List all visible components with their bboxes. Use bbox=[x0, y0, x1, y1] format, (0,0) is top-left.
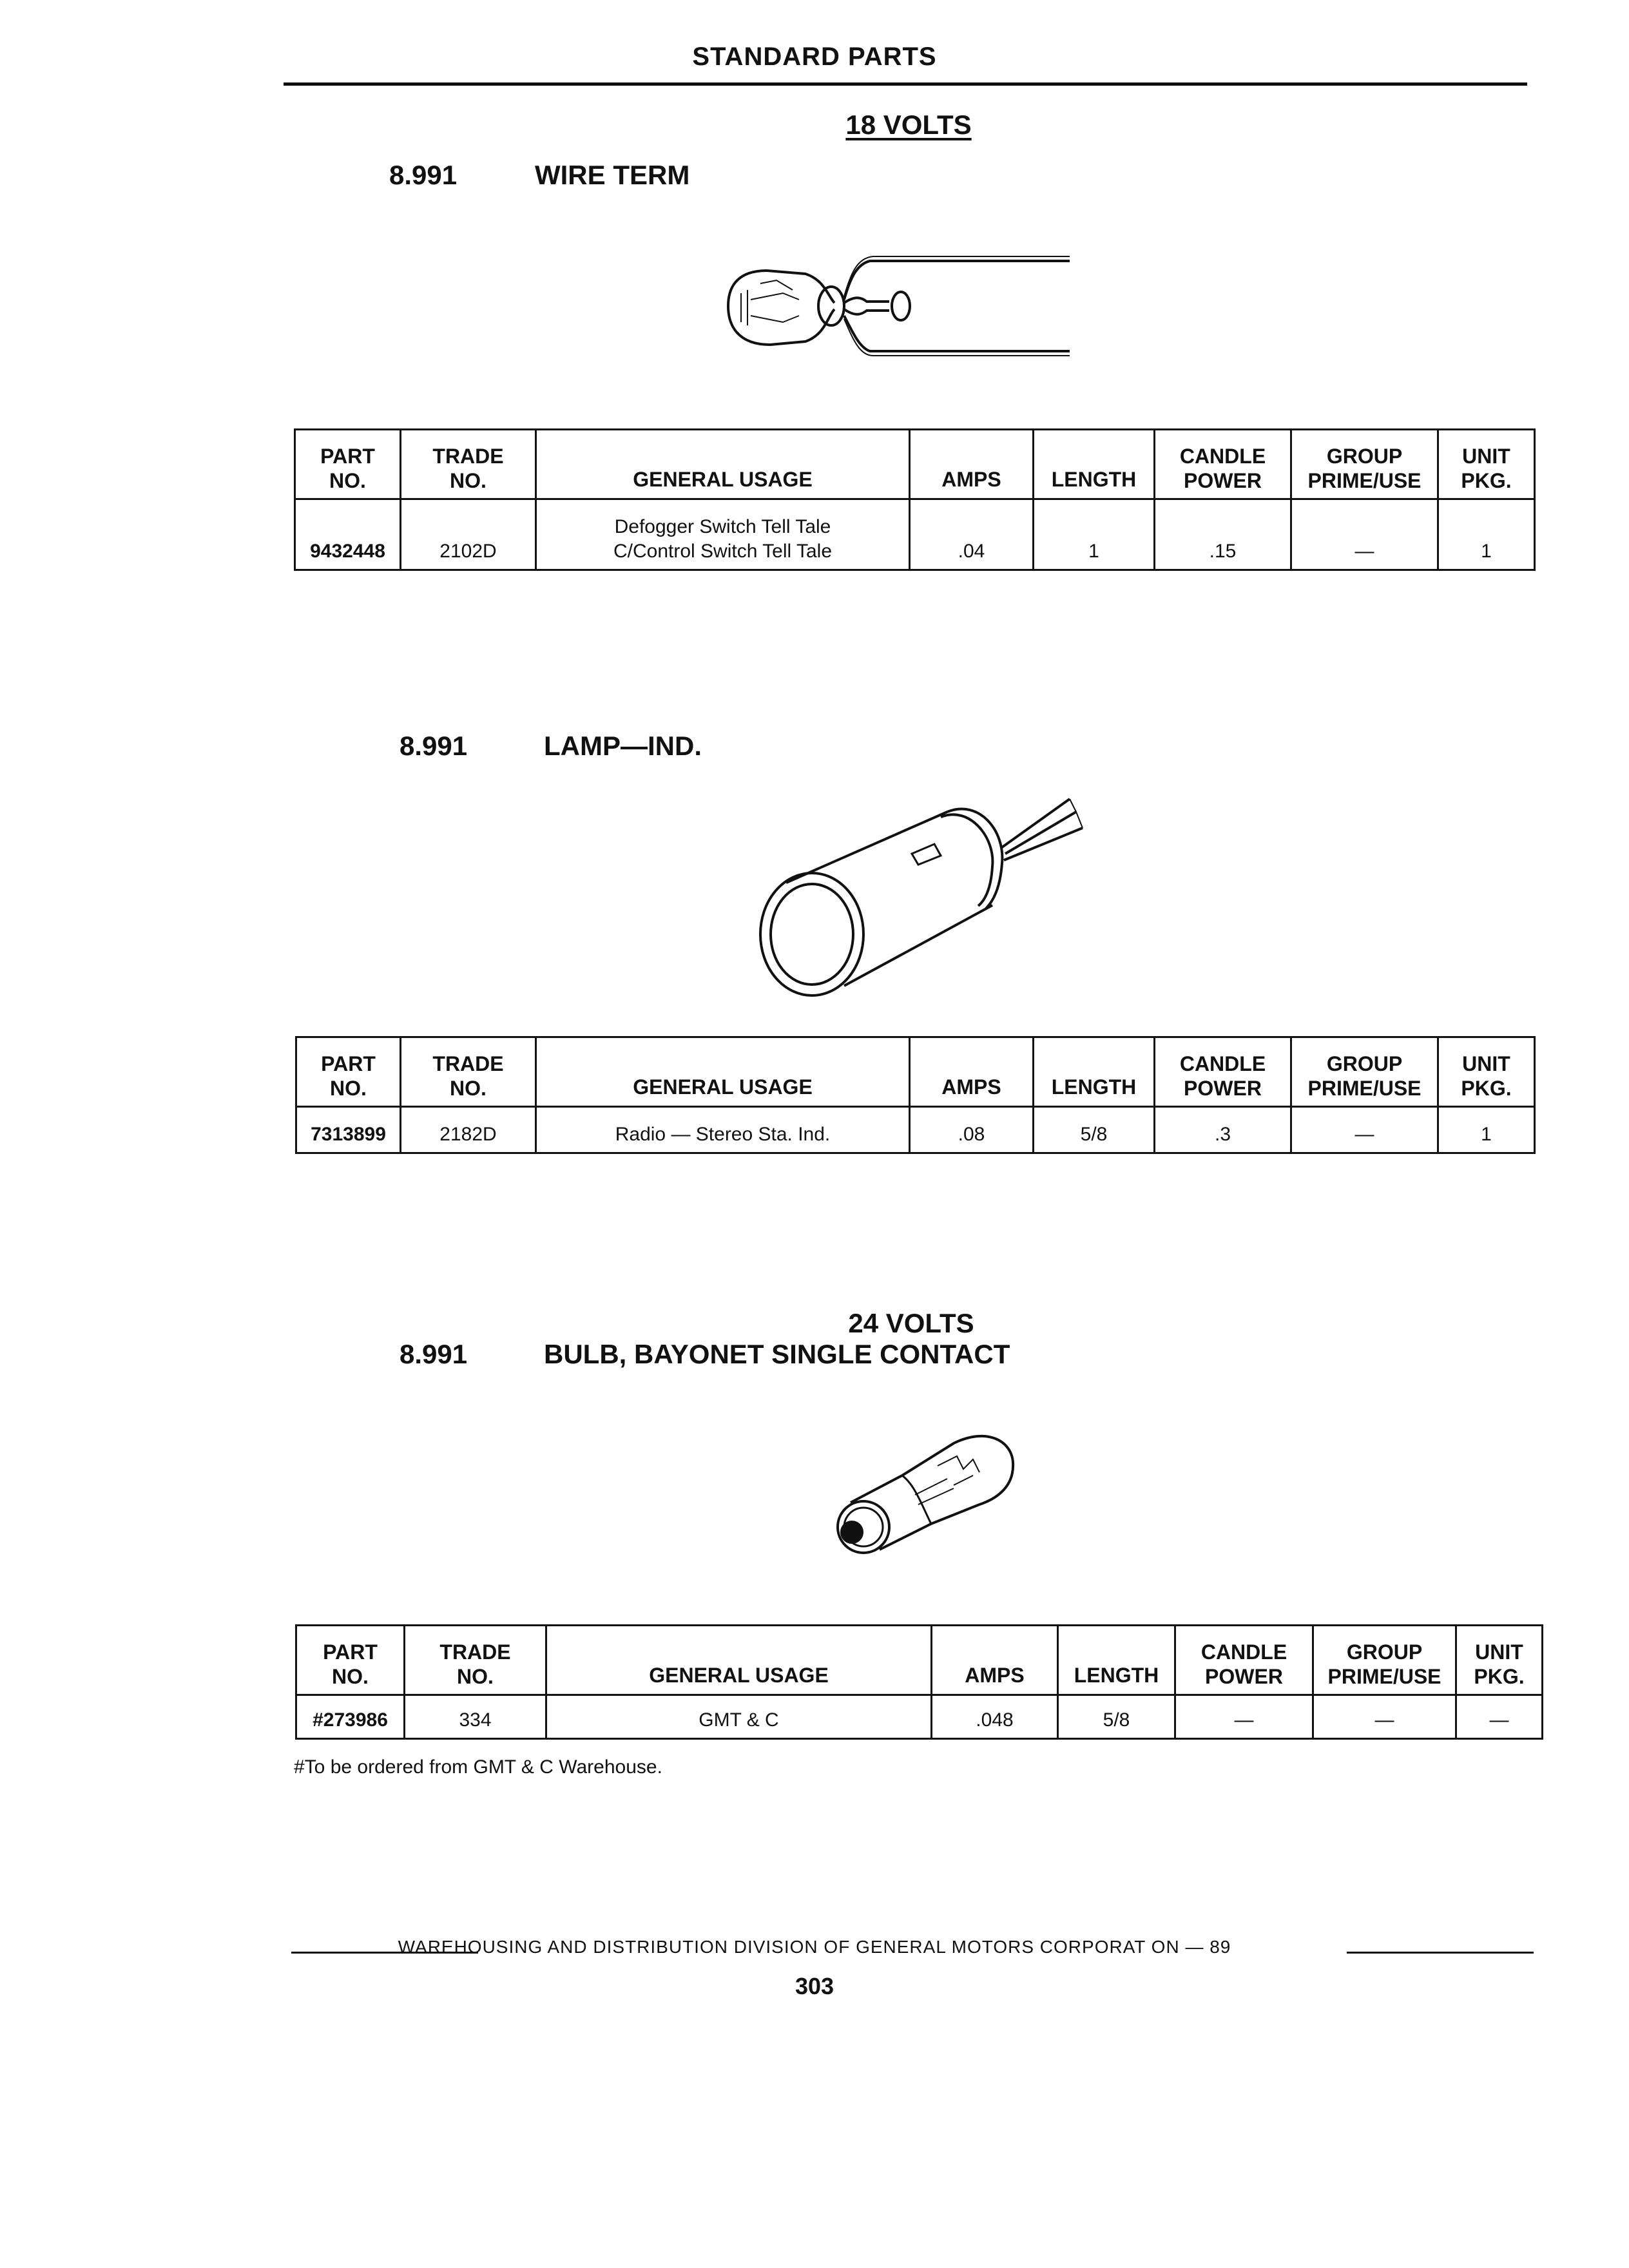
table-row bbox=[295, 499, 1535, 570]
indicator-lamp-icon bbox=[747, 793, 1095, 1005]
col-header-unit-pkg: UNIT PKG. bbox=[1438, 1037, 1535, 1107]
col-header-part-no: PART NO. bbox=[295, 430, 401, 499]
section-2-table bbox=[295, 1036, 1536, 1154]
unit-pkg-cell: 1 bbox=[1438, 1107, 1535, 1153]
col-header-candle-power: CANDLE POWER bbox=[1155, 1037, 1291, 1107]
section-1-title: WIRE TERM bbox=[535, 160, 690, 190]
col-header-length: LENGTH bbox=[1034, 1037, 1155, 1107]
col-header-candle-power: CANDLE POWER bbox=[1155, 430, 1291, 499]
col-header-unit-pkg: UNIT PKG. bbox=[1438, 430, 1535, 499]
col-header-amps: AMPS bbox=[910, 1037, 1034, 1107]
section-2-title: LAMP—IND. bbox=[544, 731, 702, 761]
section-3-volts: 24 VOLTS bbox=[848, 1308, 974, 1338]
trade-no-cell: 2182D bbox=[401, 1107, 536, 1153]
col-header-length: LENGTH bbox=[1058, 1626, 1175, 1695]
section-1-table bbox=[294, 428, 1536, 571]
col-header-trade-no: TRADE NO. bbox=[401, 430, 536, 499]
col-header-general-usage: GENERAL USAGE bbox=[546, 1626, 932, 1695]
group-cell: — bbox=[1291, 1107, 1438, 1153]
header-rule bbox=[284, 82, 1527, 86]
col-header-group: GROUP PRIME/USE bbox=[1313, 1626, 1456, 1695]
table-row bbox=[296, 1107, 1535, 1153]
part-no-cell: #273986 bbox=[296, 1695, 405, 1739]
section-2-number: 8.991 bbox=[400, 731, 468, 761]
candle-power-cell: .3 bbox=[1155, 1107, 1291, 1153]
amps-cell: .04 bbox=[910, 499, 1034, 570]
length-cell: 5/8 bbox=[1058, 1695, 1175, 1739]
footer-text: WAREHOUSING AND DISTRIBUTION DIVISION OF GENERAL MOTORS CORPORAT ON — 89 bbox=[398, 1937, 1231, 1957]
amps-cell: .048 bbox=[932, 1695, 1058, 1739]
trade-no-cell: 334 bbox=[405, 1695, 546, 1739]
page-number: 303 bbox=[795, 1973, 834, 1999]
col-header-general-usage: GENERAL USAGE bbox=[536, 430, 910, 499]
bayonet-bulb-icon bbox=[825, 1424, 1018, 1559]
unit-pkg-cell: — bbox=[1456, 1695, 1543, 1739]
col-header-group: GROUP PRIME/USE bbox=[1291, 430, 1438, 499]
length-cell: 5/8 bbox=[1034, 1107, 1155, 1153]
page-header-title: STANDARD PARTS bbox=[692, 43, 937, 71]
footnote: #To be ordered from GMT & C Warehouse. bbox=[294, 1756, 662, 1778]
col-header-trade-no: TRADE NO. bbox=[405, 1626, 546, 1695]
section-1-number: 8.991 bbox=[389, 160, 458, 190]
amps-cell: .08 bbox=[910, 1107, 1034, 1153]
col-header-general-usage: GENERAL USAGE bbox=[536, 1037, 910, 1107]
col-header-amps: AMPS bbox=[932, 1626, 1058, 1695]
col-header-unit-pkg: UNIT PKG. bbox=[1456, 1626, 1543, 1695]
col-header-candle-power: CANDLE POWER bbox=[1175, 1626, 1313, 1695]
usage-cell: GMT & C bbox=[546, 1695, 932, 1739]
col-header-trade-no: TRADE NO. bbox=[401, 1037, 536, 1107]
candle-power-cell: — bbox=[1175, 1695, 1313, 1739]
col-header-length: LENGTH bbox=[1034, 430, 1155, 499]
section-1-volts: 18 VOLTS bbox=[845, 110, 972, 140]
table-row bbox=[296, 1695, 1543, 1739]
usage-cell: Defogger Switch Tell Tale C/Control Switch Tell Tale bbox=[536, 499, 910, 570]
col-header-amps: AMPS bbox=[910, 430, 1034, 499]
candle-power-cell: .15 bbox=[1155, 499, 1291, 570]
trade-no-cell: 2102D bbox=[401, 499, 536, 570]
section-3-number: 8.991 bbox=[400, 1339, 468, 1369]
col-header-part-no: PART NO. bbox=[296, 1037, 401, 1107]
wire-terminal-bulb-icon bbox=[722, 245, 1083, 367]
group-cell: — bbox=[1291, 499, 1438, 570]
section-3-title: BULB, BAYONET SINGLE CONTACT bbox=[544, 1339, 1010, 1369]
section-3-table bbox=[295, 1624, 1543, 1740]
unit-pkg-cell: 1 bbox=[1438, 499, 1535, 570]
usage-cell: Radio — Stereo Sta. Ind. bbox=[536, 1107, 910, 1153]
part-no-cell: 9432448 bbox=[295, 499, 401, 570]
col-header-group: GROUP PRIME/USE bbox=[1291, 1037, 1438, 1107]
part-no-cell: 7313899 bbox=[296, 1107, 401, 1153]
length-cell: 1 bbox=[1034, 499, 1155, 570]
col-header-part-no: PART NO. bbox=[296, 1626, 405, 1695]
group-cell: — bbox=[1313, 1695, 1456, 1739]
